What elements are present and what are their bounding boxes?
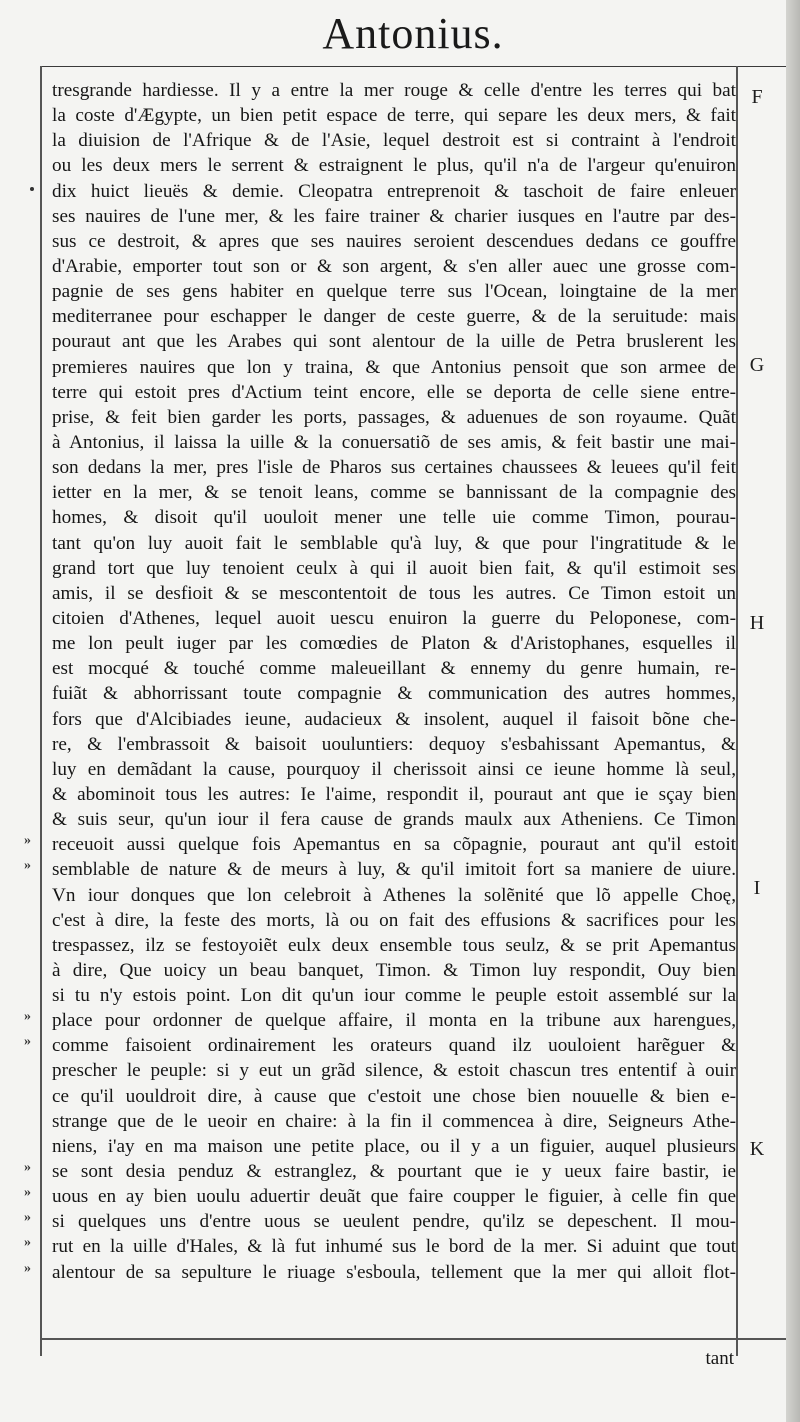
text-line: terre qui estoit pres d'Actium teint encore, elle se deporta de celle siene entre-	[52, 381, 736, 403]
text-line: fors que d'Alcibiades ieune, audacieux & insolent, auquel il faisoit bõne che-	[52, 708, 736, 730]
side-letter-i: I	[753, 877, 761, 899]
page-edge-shadow	[786, 0, 800, 1422]
text-line: premieres nauires que lon y traina, & que Antonius pensoit que son armee de	[52, 356, 736, 378]
text-line: c'est à dire, la feste des morts, là ou on fait des effusions & sacrifices pour les	[52, 909, 736, 931]
text-line: prise, & feit bien garder les ports, passages, & aduenues de son royaume. Quãt	[52, 406, 736, 428]
text-line: grand tort que luy tenoient ceulx à qui il auoit bien fait, & qu'il estimoit ses	[52, 557, 736, 579]
text-line: me lon peult iuger par les comœdies de Platon & d'Aristophanes, esquelles il	[52, 633, 736, 655]
text-line: à dire, Que uoicy un beau banquet, Timon. & Timon luy respondit, Ouy bien	[52, 959, 736, 981]
quote-mark: »	[24, 1034, 31, 1049]
quote-mark: »	[24, 1160, 31, 1175]
side-letter-f: F	[751, 86, 763, 108]
text-line: amis, il se desfioit & se mescontentoit de tous les autres. Ce Timon estoit un	[52, 582, 736, 604]
side-letter-g: G	[749, 354, 765, 376]
text-line: tant qu'on luy auoit fait le semblable qu'à luy, & que pour l'ingratitude & le	[52, 532, 736, 554]
left-margin-rule	[40, 66, 42, 1356]
margin-dot-mark	[30, 187, 34, 191]
text-line: dix huict lieuës & demie. Cleopatra entreprenoit & taschoit de faire enleuer	[52, 180, 736, 202]
text-line: sus ce destroit, & apres que ses nauires seroient descendues dedans ce gouffre	[52, 230, 736, 252]
text-line: fuiãt & abhorrissant toute compagnie & communication des autres hommes,	[52, 683, 736, 705]
page-header	[40, 0, 786, 67]
text-line: re, & l'embrassoit & baisoit uouluntiers: dequoy s'esbahissant Apemantus, &	[52, 733, 736, 755]
right-margin-rule	[736, 66, 738, 1356]
quote-mark: »	[24, 1185, 31, 1200]
side-letter-k: K	[749, 1138, 765, 1160]
text-line: strange que de le ueoir en chaire: à la fin il commencea à dire, Seigneurs Athe-	[52, 1110, 736, 1132]
text-line: prescher le peuple: si y eut un grãd silence, & estoit chascun tres ententif à ouir	[52, 1060, 736, 1082]
text-line: Vn iour donques que lon celebroit à Athenes la solẽnité que lõ appelle Choę,	[52, 884, 736, 906]
text-line: citoien d'Athenes, lequel auoit uescu enuiron la guerre du Peloponese, com-	[52, 607, 736, 629]
text-line: pouraut ant que les Arabes qui sont alentour de la uille de Petra bruslerent les	[52, 331, 736, 353]
text-line: ce qu'il uouldroit dire, à cause que c'estoit une chose bien nouuelle & bien e-	[52, 1085, 736, 1107]
text-line: comme faisoient ordinairement les orateurs quand ilz uouloient harẽguer &	[52, 1035, 736, 1057]
text-line: homes, & disoit qu'il uouloit mener une telle uie comme Timon, pourau-	[52, 507, 736, 529]
text-line: son dedans la mer, pres l'isle de Pharos sus certaines chaussees & leuees qu'il feit	[52, 457, 736, 479]
text-line: la coste d'Ægypte, un bien petit espace de terre, qui separe les deux mers, & fait	[52, 105, 736, 127]
text-line: place pour ordonner de quelque affaire, il monta en la tribune aux harengues,	[52, 1010, 736, 1032]
text-line: & abominoit tous les autres: Ie l'aime, respondit il, pouraut ant que ie sçay bien	[52, 783, 736, 805]
catchword: tant	[705, 1348, 734, 1369]
text-line: si tu n'y estois point. Lon dit qu'un iour comme le peuple estoit assemblé sur la	[52, 985, 736, 1007]
text-line: à Antonius, il laissa la uille & la conuersatiõ de ses amis, & feit bastir une mai-	[52, 431, 736, 453]
text-line: luy en demãdant la cause, pourquoy il cherissoit ainsi ce ieune homme là seul,	[52, 758, 736, 780]
text-line: niens, i'ay en ma maison une petite place, ou il y a un figuier, auquel plusieurs	[52, 1135, 736, 1157]
text-line: trespassez, ilz se festoyoiẽt eulx deux ensemble tous seulz, & se prit Apemantus	[52, 934, 736, 956]
body-text	[52, 78, 736, 1285]
text-line: & suis seur, qu'un iour il fera cause de grands maulx aux Atheniens. Ce Timon	[52, 809, 736, 831]
quote-mark: »	[24, 1261, 31, 1276]
text-line: est mocqué & touché comme maleueillant & ennemy du genre humain, re-	[52, 658, 736, 680]
text-line: d'Arabie, emporter tout son or & son argent, & s'en aller auec une grosse com-	[52, 255, 736, 277]
text-line: pagnie de ses gens habiter en quelque terre sus l'Ocean, loingtaine de la mer	[52, 281, 736, 303]
text-line: tresgrande hardiesse. Il y a entre la mer rouge & celle d'entre les terres qui bat	[52, 80, 736, 101]
text-line: la diuision de l'Afrique & de l'Asie, lequel destroit est si contraint à l'endroit	[52, 130, 736, 152]
text-line: se sont desia penduz & estranglez, & pourtant que ie y ueux faire bastir, ie	[52, 1161, 736, 1183]
text-line: si quelques uns d'entre uous se ueulent pendre, qu'ilz se depeschent. Il mou-	[52, 1211, 736, 1233]
quote-mark: »	[24, 1210, 31, 1225]
text-line: ietter en la mer, & se tenoit leans, comme se bannissant de la compagnie des	[52, 482, 736, 504]
text-line: semblable de nature & de meurs à luy, & qu'il imitoit fort sa maniere de uiure.	[52, 859, 736, 881]
quote-mark: »	[24, 833, 31, 848]
bottom-rule	[40, 1338, 786, 1340]
text-line: alentour de sa sepulture le riuage s'esboula, tellement que la mer qui alloit flot-	[52, 1261, 736, 1283]
text-line: ses nauires de l'une mer, & les faire trainer & charier iusques en l'autre par des-	[52, 205, 736, 227]
text-line: mediterranee pour eschapper le danger de ceste guerre, & de la seruitude: mais	[52, 306, 736, 328]
text-line: rut en la uille d'Hales, & là fut inhumé sus le bord de la mer. Si aduint que tout	[52, 1236, 736, 1258]
quote-mark: »	[24, 1235, 31, 1250]
quote-mark: »	[24, 858, 31, 873]
side-letter-h: H	[749, 612, 765, 634]
quote-mark: »	[24, 1009, 31, 1024]
text-line: uous en ay bien uoulu aduertir deuãt que faire coupper le figuier, à celle fin que	[52, 1186, 736, 1208]
text-line: ou les deux mers le serrent & estraignent le plus, qu'il n'a de l'argeur qu'enuiron	[52, 155, 736, 177]
running-title: Antonius.	[322, 9, 504, 58]
text-line: receuoit aussi quelque fois Apemantus en sa cõpagnie, pouraut ant qu'il estoit	[52, 834, 736, 856]
